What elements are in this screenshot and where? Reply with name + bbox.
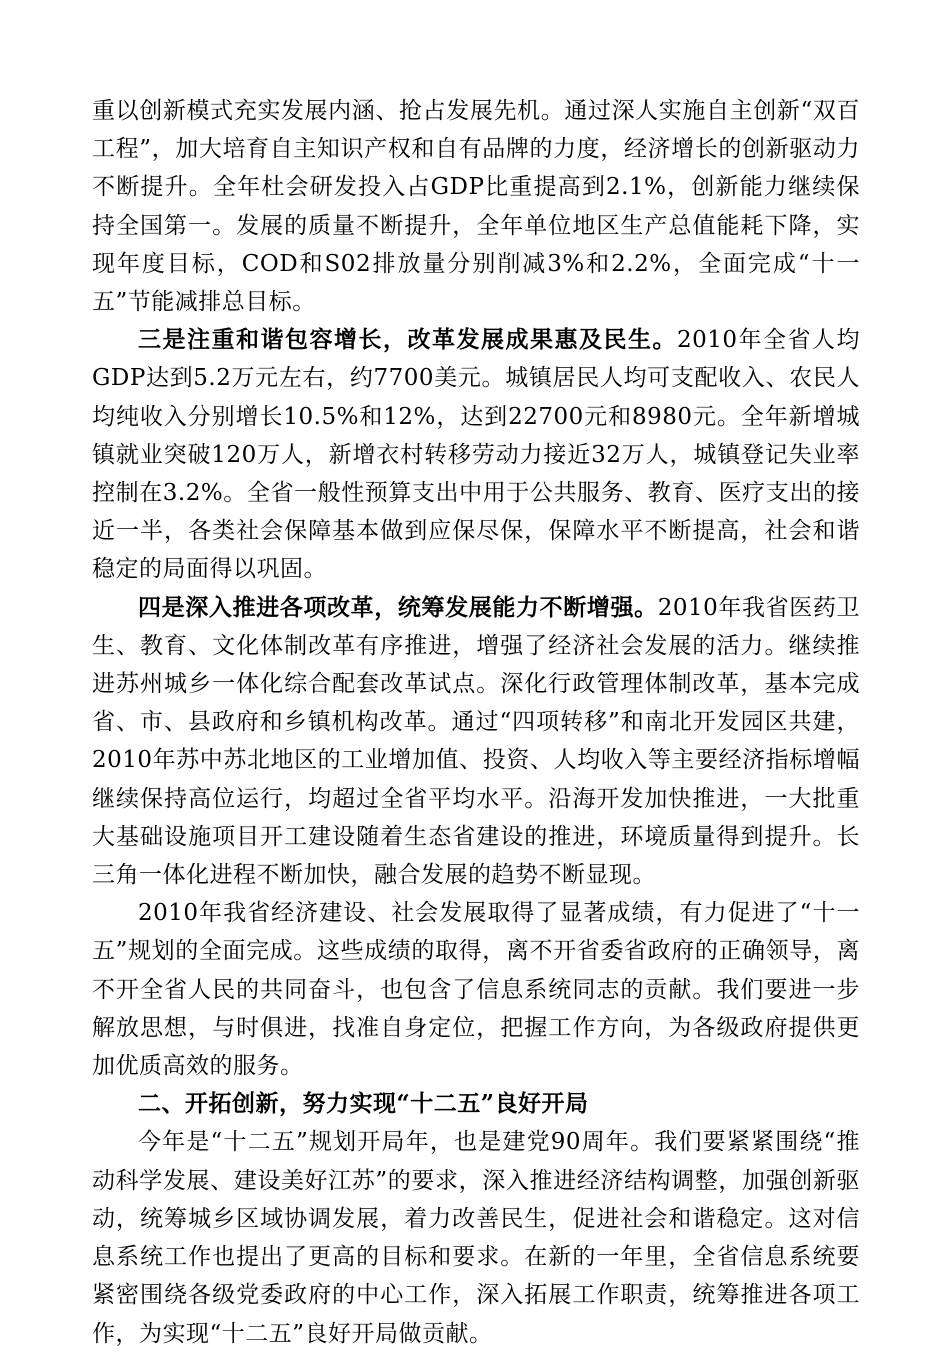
paragraph-lead: 三是注重和谐包容增长，改革发展成果惠及民生。 (138, 326, 677, 354)
paragraph-summary (92, 894, 860, 1085)
paragraph-text: 2010年全省人均GDP达到5.2万元左右，约7700美元。城镇居民人均可支配收入、农民人均纯收入分别增长10.5%和12%，达到22700元和8980元。全年新增城镇就业突破120万人，新增衣村转移劳动力接近32万人，城镇登记失业率控制在3.2%。全省一般性预算支出中用于公共服务、教育、医疗支出的接近一半，各类社会保障基本做到应保尽保，保障水平不断提高，社会和谐稳定的局面得以巩固。 (92, 327, 860, 583)
document-page (92, 92, 860, 1353)
paragraph-reform (92, 589, 860, 895)
paragraph-text: 今年是“十二五”规划开局年，也是建党90周年。我们要紧紧围绕“推动科学发展、建设美好江苏”的要求，深入推进经济结构调整，加强创新驱动，统筹城乡区域协调发展，着力改善民生，促进社会和谐稳定。这对信息系统工作也提出了更高的目标和要求。在新的一年里，全省信息系统要紧密围绕各级党委政府的中心工作，深入拓展工作职责，统筹推进各项工作，为实现“十二五”良好开局做贡献。 (92, 1129, 860, 1347)
paragraph-lead: 四是深入推进各项改革，统筹发展能力不断增强。 (138, 593, 658, 621)
paragraph-text: 重以创新模式充实发展内涵、抢占发展先机。通过深人实施自主创新“双百工程”，加大培育自主知识产权和自有品牌的力度，经济增长的创新驱动力不断提升。全年杜会研发投入占GDP比重提高到2.1%，创新能力继续保持全国第一。发展的质量不断提升，全年单位地区生产总值能耗下降，实现年度目标，COD和S02排放量分别削减3%和2.2%，全面完成“十一五”节能减排总目标。 (92, 98, 860, 316)
paragraph-innovation (92, 92, 860, 321)
paragraph-inclusive-growth (92, 321, 860, 588)
paragraph-text: 2010年我省医药卫生、教育、文化体制改革有序推进，增强了经济社会发展的活力。继续推进苏州城乡一体化综合配套改革试点。深化行政管理体制改革，基本完成省、市、县政府和乡镇机构改革。通过“四项转移”和南北开发园区共建，2010年苏中苏北地区的工业增加值、投资、人均收入等主要经济指标增幅继续保持高位运行，均超过全省平均水平。沿海开发加快推进，一大批重大基础设施项目开工建设随着生态省建设的推进，环境质量得到提升。长三角一体化进程不断加快，融合发展的趋势不断显现。 (92, 594, 860, 889)
paragraph-closing (92, 1123, 860, 1352)
paragraph-text: 2010年我省经济建设、社会发展取得了显著成绩，有力促进了“十一五”规划的全面完成。这些成绩的取得，离不开省委省政府的正确领导，离不开全省人民的共同奋斗，也包含了信息系统同志的贡献。我们要进一步解放思想，与时俱进，找准自身定位，把握工作方向，为各级政府提供更加优质高效的服务。 (92, 900, 860, 1080)
section-heading: 二、开拓创新，努力实现“十二五”良好开局 (138, 1090, 589, 1118)
